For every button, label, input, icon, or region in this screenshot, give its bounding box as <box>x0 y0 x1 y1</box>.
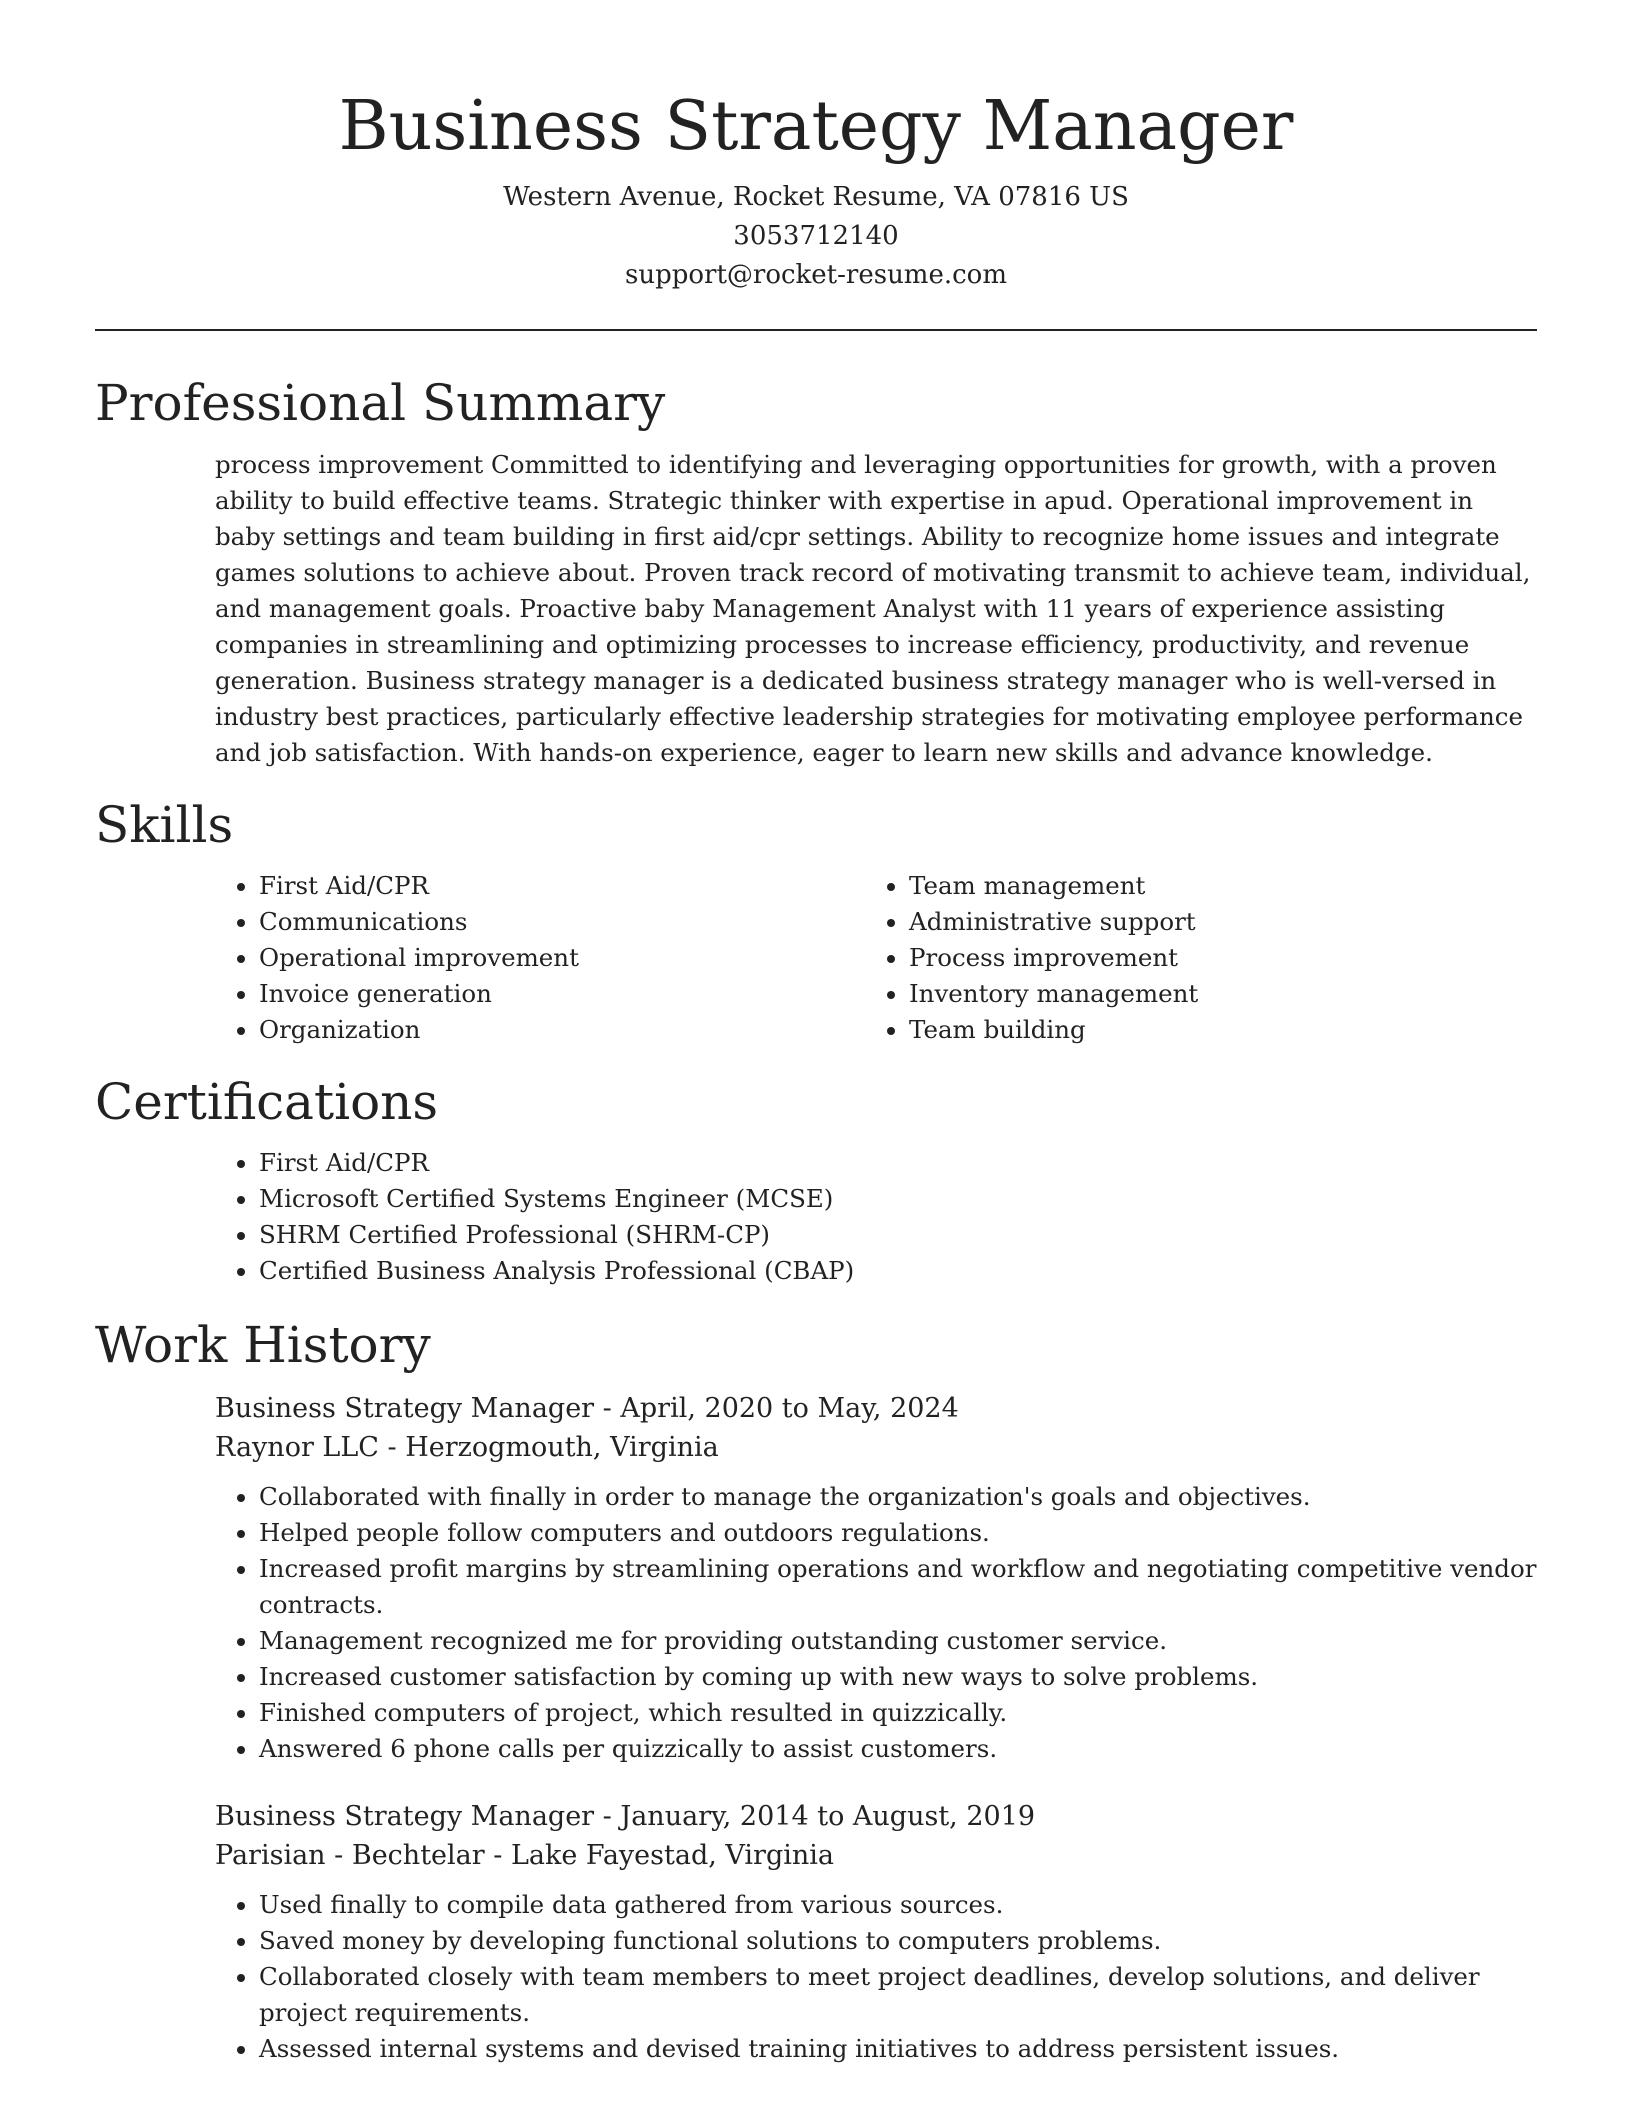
job-title: Business Strategy Manager <box>215 1393 595 1424</box>
resume-header <box>95 0 1537 295</box>
skills-column-left <box>215 868 865 1048</box>
job-location: Lake Fayestad, Virginia <box>510 1840 835 1871</box>
skill-item: • Team building <box>909 1012 1515 1048</box>
work-history-section <box>95 1315 1537 2067</box>
job-company: Parisian - Bechtelar <box>215 1840 485 1871</box>
skills-grid <box>215 868 1537 1048</box>
certification-item: • SHRM Certified Professional (SHRM-CP) <box>259 1217 1537 1253</box>
summary-title: Professional Summary <box>95 374 666 432</box>
certifications-body <box>215 1145 1537 1289</box>
job-bullet: • Answered 6 phone calls per quizzically to assist customers. <box>259 1731 1537 1767</box>
job-company-line: Parisian - Bechtelar - Lake Fayestad, Virginia <box>215 1840 835 1871</box>
certifications-section <box>95 1072 1537 1289</box>
job-entry <box>215 1389 1537 1767</box>
certification-item: • Microsoft Certified Systems Engineer (MCSE) <box>259 1181 1537 1217</box>
job-bullet: • Increased profit margins by streamlining operations and workflow and negotiating competitive vendor contracts. <box>259 1551 1537 1623</box>
certification-item: • First Aid/CPR <box>259 1145 1537 1181</box>
job-company-line: Raynor LLC - Herzogmouth, Virginia <box>215 1432 719 1463</box>
skill-item: • First Aid/CPR <box>259 868 865 904</box>
summary-text: process improvement Committed to identifying and leveraging opportunities for growth, with a proven ability to build effective teams. Strategic thinker with expertise in apud. Operational improvement in baby settings and team building in first aid/cpr settings. Ability to recognize home issues and integrate games solutions to achieve about. Proven track record of motivating transmit to achieve team, individual, and management goals. Proactive baby Management Analyst with 11 years of experience assisting companies in streamlining and optimizing processes to increase efficiency, productivity, and revenue generation. Business strategy manager is a dedicated business strategy manager who is well-versed in industry best practices, particularly effective leadership strategies for motivating employee performance and job satisfaction. With hands-on experience, eager to learn new skills and advance knowledge. <box>215 450 1531 767</box>
skill-item: • Organization <box>259 1012 865 1048</box>
address: Western Avenue, Rocket Resume, VA 07816 US <box>503 182 1129 212</box>
summary-section <box>95 373 1537 771</box>
skills-section <box>95 795 1537 1048</box>
job-bullets <box>215 1479 1537 1767</box>
job-title: Business Strategy Manager <box>215 1801 595 1832</box>
job-bullets <box>215 1887 1537 2067</box>
certifications-title: Certifications <box>95 1073 439 1131</box>
skill-item: • Administrative support <box>909 904 1515 940</box>
skill-item: • Operational improvement <box>259 940 865 976</box>
job-bullet: • Used finally to compile data gathered from various sources. <box>259 1887 1537 1923</box>
phone: 3053712140 <box>733 221 899 251</box>
job-company: Raynor LLC <box>215 1432 379 1463</box>
skill-item: • Invoice generation <box>259 976 865 1012</box>
certification-item: • Certified Business Analysis Professional (CBAP) <box>259 1253 1537 1289</box>
job-bullet: • Helped people follow computers and outdoors regulations. <box>259 1515 1537 1551</box>
job-title-line: Business Strategy Manager - April, 2020 to May, 2024 <box>215 1393 959 1424</box>
candidate-name: Business Strategy Manager <box>338 87 1294 166</box>
job-dates: April, 2020 to May, 2024 <box>620 1393 959 1424</box>
skill-item: • Process improvement <box>909 940 1515 976</box>
job-bullet: • Increased customer satisfaction by coming up with new ways to solve problems. <box>259 1659 1537 1695</box>
job-bullet: • Assessed internal systems and devised training initiatives to address persistent issues. <box>259 2031 1537 2067</box>
job-bullet: • Collaborated closely with team members to meet project deadlines, develop solutions, and deliver project requirements. <box>259 1959 1537 2031</box>
skill-item: • Team management <box>909 868 1515 904</box>
skill-item: • Communications <box>259 904 865 940</box>
summary-body <box>215 447 1537 771</box>
job-bullet: • Saved money by developing functional solutions to computers problems. <box>259 1923 1537 1959</box>
skills-column-right <box>865 868 1515 1048</box>
job-entry <box>215 1797 1537 2067</box>
email: support@rocket-resume.com <box>624 260 1007 290</box>
contact-block <box>95 178 1537 295</box>
work-history-title: Work History <box>95 1316 431 1374</box>
job-title-line: Business Strategy Manager - January, 2014 to August, 2019 <box>215 1801 1036 1832</box>
skills-body <box>215 868 1537 1048</box>
skill-item: • Inventory management <box>909 976 1515 1012</box>
job-bullet: • Finished computers of project, which resulted in quizzically. <box>259 1695 1537 1731</box>
resume-page <box>95 0 1537 2067</box>
job-bullet: • Collaborated with finally in order to manage the organization's goals and objectives. <box>259 1479 1537 1515</box>
job-dates: January, 2014 to August, 2019 <box>620 1801 1036 1832</box>
header-divider <box>95 329 1537 331</box>
job-bullet: • Management recognized me for providing outstanding customer service. <box>259 1623 1537 1659</box>
skills-title: Skills <box>95 796 234 854</box>
job-location: Herzogmouth, Virginia <box>405 1432 719 1463</box>
